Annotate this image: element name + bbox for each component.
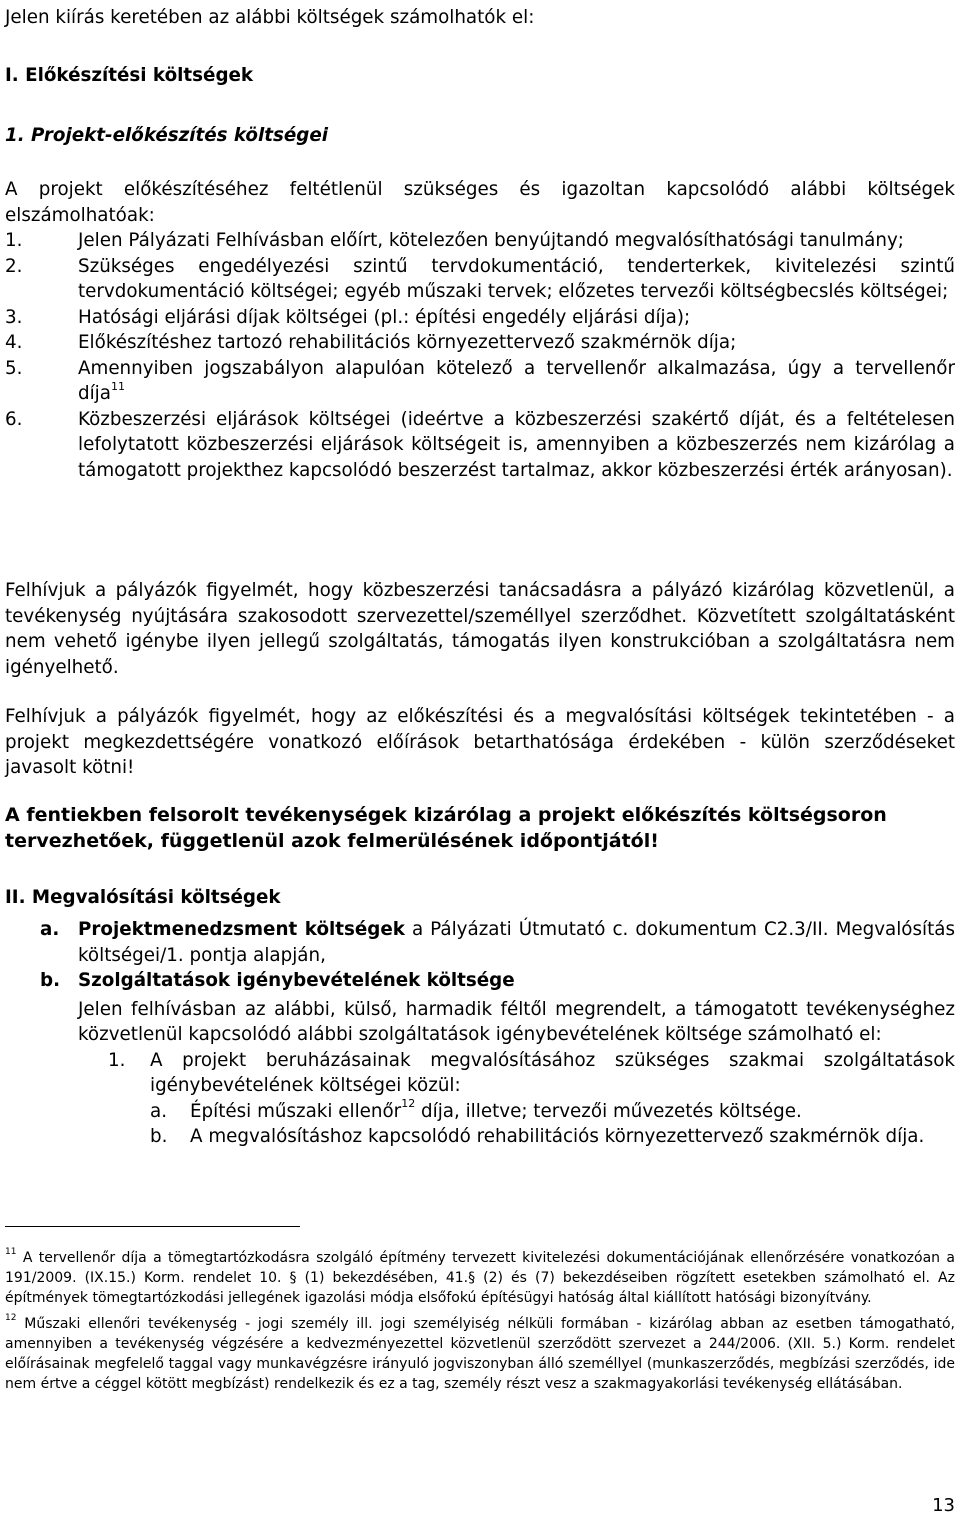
list-item-label: a. [40,919,60,940]
list-item [5,407,955,484]
notice-paragraph-1: Felhívjuk a pályázók figyelmét, hogy közbeszerzési tanácsadásra a pályázó kizárólag közvetlenül, a tevékenység nyújtására szakosodott szervezettel/személlyel szerződhet. Közvetített szolgáltatásként nem vehető igénybe ilyen jellegű szolgáltatás, támogatás ilyen konstrukcióban a szolgáltatásra nem igényelhető. [5,580,955,678]
list-item-b [5,968,955,994]
section-2b-paragraph: Jelen felhívásban az alábbi, külső, harmadik féltől megrendelt, a támogatott tevékenységhez közvetlenül kapcsolódó alábbi szolgáltatások igénybevételének költsége számolható el: [78,998,955,1045]
footnote-text: A tervellenőr díja a tömegtartózkodásra szolgáló építmény tervezett kivitelezési dokumentációjának ellenőrzésére vonatkozóan a 191/2009. (IX.15.) Korm. rendelet 10. § (1) bekezdésében, 41.§ (2) és (7) bekezdéseiben rögzített esetekben számolható el. Az építmények tömegtartózkodási jellegének igazolási módja elsőfokú építésügyi hatóság által kiállított hatósági bizonyítvány. [5,1250,955,1306]
subsection-heading: 1. Projekt-előkészítés költségei [5,125,328,146]
list-item-text: A projekt beruházásainak megvalósításához szükséges szakmai szolgáltatások igénybevételének költségei közül: [150,1049,955,1096]
list-item-number: 5. [5,357,23,379]
list-item [5,305,955,331]
list-item-number: 3. [5,306,23,328]
list-item-bold: Szolgáltatások igénybevételének költsége [78,970,515,991]
list-item-text: Közbeszerzési eljárások költségei (ideértve a közbeszerzési szakértő díját, és a feltételesen lefolytatott közbeszerzési eljárások költségeit is, amennyiben a közbeszerzés nem kizárólag a támogatott projekthez kapcsolódó beszerzést tartalmaz, akkor közbeszerzési érték arányosan). [78,408,955,481]
list-item-b1 [5,1048,955,1099]
list-item-text: Szükséges engedélyezési szintű tervdokumentáció, tenderterkek, kivitelezési szintű tervdokumentáció költségei; egyéb műszaki tervek; előzetes tervezői költségbecslés költségei; [78,255,955,302]
footnote-divider [5,1226,300,1227]
list-item-number: 1. [108,1049,126,1071]
footnote-ref-12[interactable]: 12 [401,1097,416,1111]
cost-list [5,228,955,483]
footnote-text: Műszaki ellenőri tevékenység - jogi személy ill. jogi személyiség nélküli formában - kizárólag abban az esetben támogatható, amennyiben a tevékenység végzésére a kedvezményezettel közvetlenül szerződött szervezet a 244/2006. (XII. 5.) Korm. rendelet előírásainak megfelelő taggal vagy munkavégzésre irányuló jogviszonyban álló személlyel (munkaszerződés, megbízási szerződés, ide nem értve a céggel kötött megbízást) rendelkezik és ez a tag, személy részt vesz a szakmagyakorlási tevékenység ellátásában. [5,1316,955,1392]
footnote-number: 11 [5,1247,17,1258]
notice-paragraph-2: Felhívjuk a pályázók figyelmét, hogy az előkészítési és a megvalósítási költségek tekintetében - a projekt megkezdettségére vonatkozó előírások betarthatósága érdekében - külön szerződéseket javasolt kötni! [5,706,955,778]
list-item-number: 4. [5,332,23,353]
footnotes [5,1248,955,1394]
list-item-a [5,917,955,968]
list-item-number: b. [150,1126,168,1147]
section-2-heading: II. Megvalósítási költségek [5,887,281,908]
list-item-b1a [5,1099,955,1125]
list-item-number: a. [150,1100,168,1122]
list-item-label: b. [40,970,61,991]
section-1-heading: I. Előkészítési költségek [5,65,254,86]
list-item-number: 1. [5,230,23,251]
section-2-list [5,917,955,1150]
list-item-text: díja, illetve; tervezői művezetés költsége. [415,1100,802,1122]
list-item [5,330,955,356]
footnote-11 [5,1248,955,1308]
page-number: 13 [932,1495,955,1516]
footnote-number: 12 [5,1313,17,1324]
list-item-text: Amennyiben jogszabályon alapulóan kötelező a tervellenőr alkalmazása, úgy a tervellenőr díja [78,357,955,404]
list-item [5,228,955,254]
list-item-text: A megvalósításhoz kapcsolódó rehabilitációs környezettervező szakmérnök díja. [190,1126,925,1147]
list-item [5,356,955,407]
list-item-text: Építési műszaki ellenőr [190,1100,402,1122]
list-item-text: Jelen Pályázati Felhívásban előírt, kötelezően benyújtandó megvalósíthatósági tanulmány; [78,230,904,251]
list-item-text: Előkészítéshez tartozó rehabilitációs környezettervező szakmérnök díja; [78,332,737,353]
list-item-text: a Pályázati Útmutató c. dokumentum C2.3/II. Megvalósítás költségei/1. pontja alapján, [78,919,955,966]
section-1-paragraph: A projekt előkészítéséhez feltétlenül szükséges és igazoltan kapcsolódó alábbi költségek elszámolhatóak: [5,179,955,226]
list-item-bold: Projektmenedzsment költségek [78,919,405,940]
list-item-number: 6. [5,408,23,430]
list-item-b1b [5,1124,955,1150]
list-item [5,254,955,305]
footnote-ref-11[interactable]: 11 [110,379,125,393]
bold-notice: A fentiekben felsorolt tevékenységek kizárólag a projekt előkészítés költségsoron tervezhetőek, függetlenül azok felmerülésének időpontjától! [5,804,887,852]
list-item-text: Hatósági eljárási díjak költségei (pl.: építési engedély eljárási díja); [78,306,691,328]
list-item-number: 2. [5,255,23,277]
intro-text: Jelen kiírás keretében az alábbi költségek számolhatók el: [5,7,535,28]
footnote-12 [5,1314,955,1394]
